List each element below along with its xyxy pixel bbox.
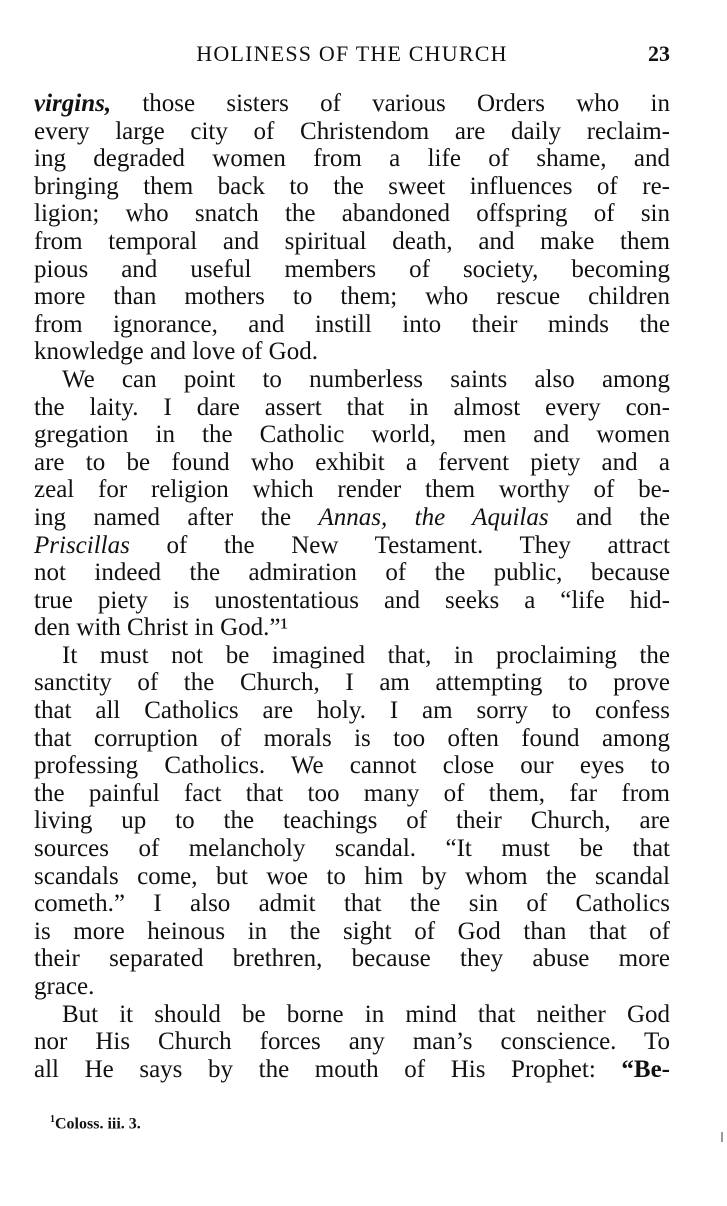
text-line	[34, 835, 670, 863]
text-line	[34, 228, 670, 256]
text-line	[34, 394, 670, 422]
text-segment: and the	[548, 503, 671, 531]
text-segment: But it should be borne in mind that neither God	[62, 1000, 670, 1028]
text-line	[34, 173, 670, 201]
text-line	[34, 1056, 670, 1084]
text-segment: cometh.” I also admit that the sin of Catholics	[34, 890, 670, 918]
text-line	[34, 145, 670, 173]
text-line	[34, 918, 670, 946]
text-segment: ing degraded women from a life of shame, and	[34, 145, 670, 173]
text-segment: professing Catholics. We cannot close our eyes to	[34, 752, 670, 780]
text-line	[34, 890, 670, 918]
text-line	[34, 1001, 670, 1029]
running-head	[34, 38, 670, 70]
text-segment: ligion; who snatch the abandoned offspring of sin	[34, 200, 670, 228]
text-segment: We can point to numberless saints also among	[62, 365, 670, 393]
text-segment: scandals come, but woe to him by whom the scandal	[34, 862, 670, 890]
text-segment: that all Catholics are holy. I am sorry to confess	[34, 697, 670, 725]
text-line	[34, 283, 670, 311]
text-segment: It must not be imagined that, in proclaiming the	[62, 641, 670, 669]
text-segment: those sisters of various Orders who in	[111, 90, 670, 117]
text-line	[34, 200, 670, 228]
text-segment: ing named after the	[34, 503, 319, 531]
text-line	[34, 532, 670, 560]
text-line	[34, 449, 670, 477]
bold-text: “Be-	[621, 1055, 670, 1083]
text-line	[34, 1028, 670, 1056]
text-segment: that corruption of morals is too often found among	[34, 724, 670, 752]
text-segment: den with Christ in God.”¹	[34, 614, 289, 642]
text-line	[34, 90, 670, 118]
bold-italic-text: virgins,	[34, 90, 112, 117]
text-line	[34, 669, 670, 697]
text-segment: is more heinous in the sight of God than that of	[34, 917, 670, 945]
text-segment: of the New Testament. They attract	[129, 531, 670, 559]
text-line	[34, 421, 670, 449]
text-segment: knowledge and love of God.	[34, 338, 318, 366]
text-segment: nor His Church forces any man’s conscience. To	[34, 1028, 670, 1056]
text-segment: living up to the teachings of their Church, are	[34, 807, 670, 835]
page-number: 23	[648, 41, 670, 66]
text-line	[34, 945, 670, 973]
text-segment: pious and useful members of society, becoming	[34, 255, 670, 283]
italic-text: Annas, the Aquilas	[318, 503, 549, 531]
text-line	[34, 366, 670, 394]
page-edge-mark	[721, 1132, 723, 1142]
text-line	[34, 973, 670, 1001]
text-line	[34, 256, 670, 284]
text-line	[34, 614, 670, 642]
text-segment: all He says by the mouth of His Prophet:	[34, 1055, 622, 1083]
text-segment: zeal for religion which render them worthy of be-	[34, 476, 670, 504]
text-line	[34, 587, 670, 615]
footnote-marker: 1	[50, 1114, 55, 1125]
italic-text: Priscillas	[34, 531, 130, 559]
text-line	[34, 311, 670, 339]
text-segment: sources of melancholy scandal. “It must be that	[34, 835, 670, 863]
chapter-title: HOLINESS OF THE CHURCH	[196, 41, 508, 66]
text-line	[34, 752, 670, 780]
body-text	[34, 90, 670, 1083]
text-segment: are to be found who exhibit a fervent piety and a	[34, 448, 670, 476]
text-segment: the painful fact that too many of them, far from	[34, 779, 670, 807]
text-line	[34, 807, 670, 835]
text-line	[34, 559, 670, 587]
text-line	[34, 476, 670, 504]
text-line	[34, 642, 670, 670]
text-segment: from temporal and spiritual death, and make them	[34, 227, 670, 255]
text-segment: sanctity of the Church, I am attempting to prove	[34, 669, 670, 697]
footnote	[50, 1108, 141, 1136]
text-line	[34, 863, 670, 891]
text-segment: gregation in the Catholic world, men and women	[34, 421, 670, 449]
text-segment: their separated brethren, because they abuse more	[34, 945, 670, 973]
text-line	[34, 118, 670, 146]
text-line	[34, 697, 670, 725]
footnote-text: Coloss. iii. 3.	[55, 1115, 141, 1133]
text-line	[34, 338, 670, 366]
text-segment: not indeed the admiration of the public, because	[34, 559, 670, 587]
text-line	[34, 504, 670, 532]
text-segment: the laity. I dare assert that in almost every con-	[34, 393, 670, 421]
text-line	[34, 780, 670, 808]
text-line	[34, 725, 670, 753]
text-segment: more than mothers to them; who rescue children	[34, 283, 670, 311]
text-segment: true piety is unostentatious and seeks a “life hid-	[34, 586, 670, 614]
text-segment: every large city of Christendom are daily reclaim-	[34, 117, 670, 145]
text-segment: grace.	[34, 973, 95, 1000]
text-segment: from ignorance, and instill into their minds the	[34, 310, 670, 338]
text-segment: bringing them back to the sweet influences of re-	[34, 172, 670, 200]
